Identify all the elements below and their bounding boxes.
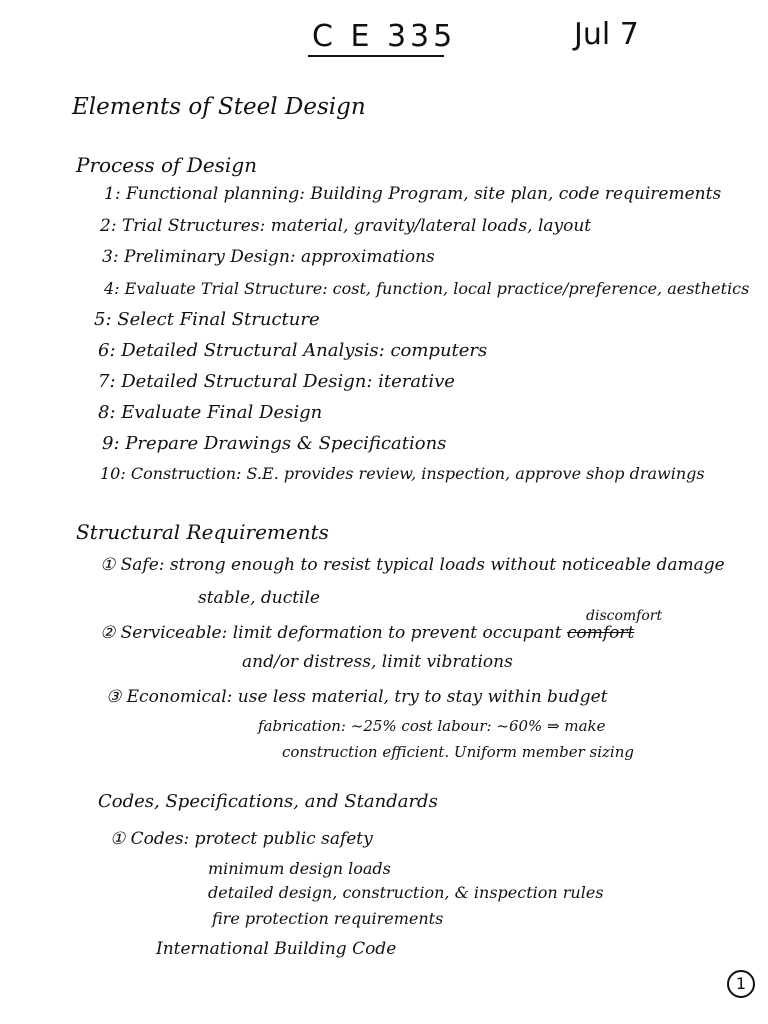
process-step-3: 3: Preliminary Design: approximations — [102, 247, 435, 267]
requirements-heading: Structural Requirements — [76, 520, 329, 544]
process-step-7: 7: Detailed Structural Design: iterative — [98, 371, 455, 392]
course-title-underline — [308, 55, 444, 57]
requirement-serviceable — [100, 625, 634, 642]
process-step-2: 2: Trial Structures: material, gravity/lateral loads, layout — [100, 216, 592, 236]
process-heading: Process of Design — [76, 153, 257, 177]
codes-item-fire: fire protection requirements — [212, 909, 444, 928]
process-step-4: 4: Evaluate Trial Structure: cost, function, local practice/preference, aesthetics — [104, 279, 750, 298]
process-step-6: 6: Detailed Structural Analysis: computers — [98, 340, 488, 361]
page-number: 1 — [727, 970, 755, 998]
codes-item-loads: minimum design loads — [208, 859, 391, 878]
struck-word-comfort: comfort — [566, 623, 635, 643]
codes-item-ibc: International Building Code — [156, 939, 397, 959]
requirement-safe: ① Safe: strong enough to resist typical loads without noticeable damage — [100, 555, 725, 575]
inserted-word-discomfort: discomfort — [586, 608, 663, 624]
requirement-economical-detail: construction efficient. Uniform member sizing — [282, 743, 634, 761]
requirement-safe-detail: stable, ductile — [198, 588, 320, 608]
codes-heading: Codes, Specifications, and Standards — [98, 791, 438, 812]
requirement-serviceable-detail: and/or distress, limit vibrations — [242, 652, 513, 672]
requirement-economical: ③ Economical: use less material, try to stay within budget — [106, 687, 608, 707]
requirement-serviceable-text: ② Serviceable: limit deformation to prevent occupant — [100, 623, 562, 643]
process-step-10: 10: Construction: S.E. provides review, inspection, approve shop drawings — [100, 464, 705, 483]
process-step-1: 1: Functional planning: Building Program, site plan, code requirements — [104, 184, 722, 204]
codes-item-codes: ① Codes: protect public safety — [110, 829, 373, 849]
process-step-5: 5: Select Final Structure — [94, 309, 320, 330]
process-step-8: 8: Evaluate Final Design — [98, 402, 323, 423]
page-title: Elements of Steel Design — [72, 94, 366, 120]
course-title: C E 335 — [312, 19, 457, 54]
codes-item-rules: detailed design, construction, & inspection rules — [208, 883, 604, 902]
requirement-economical-costs: fabrication: ~25% cost labour: ~60% ⇒ make — [258, 717, 606, 735]
process-step-9: 9: Prepare Drawings & Specifications — [102, 433, 447, 454]
page-date: Jul 7 — [574, 17, 639, 52]
